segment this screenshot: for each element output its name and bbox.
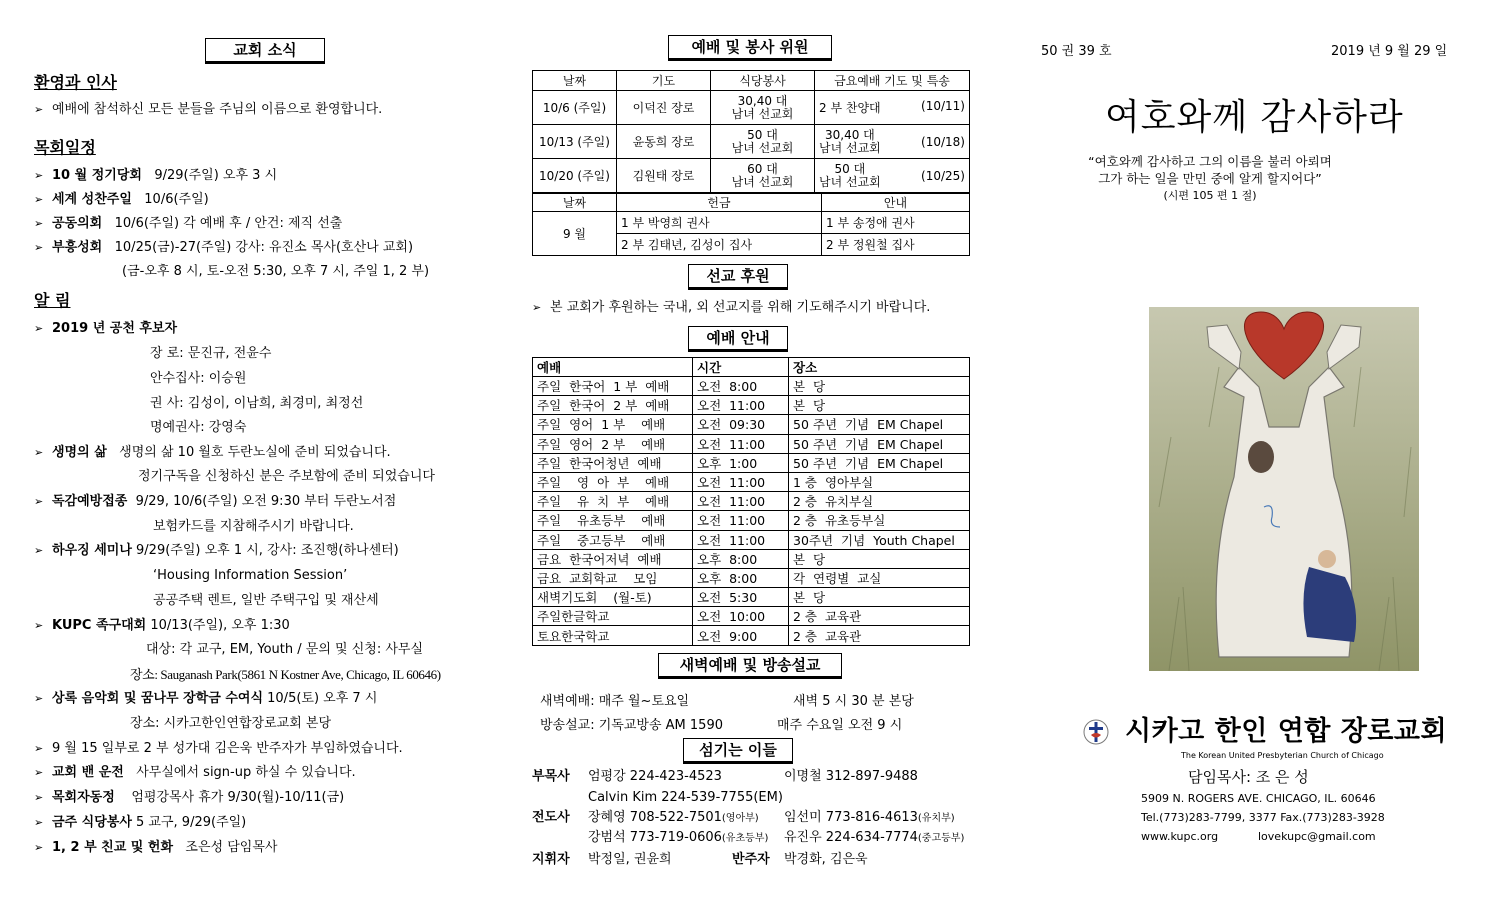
worship-name-cell: 토요한국학교 bbox=[533, 626, 693, 645]
mission-title: 선교 후원 bbox=[688, 264, 788, 290]
notices-heading: 알 림 bbox=[34, 291, 71, 310]
schedule-item: ➢ 부흥성회 10/25(금)-27(주일) 강사: 유진소 목사(호산나 교회) bbox=[34, 240, 414, 255]
worship-name-cell: 주일 한국어 2 부 예배 bbox=[533, 396, 693, 415]
fellowship-item: ➢ 1, 2 부 친교 및 헌화 조은성 담임목사 bbox=[34, 840, 278, 855]
soccer-sub: 장소: Sauganash Park(5861 N Kostner Ave, Chicago, IL 60646) bbox=[130, 667, 441, 682]
volume-number: 50 권 39 호 bbox=[1041, 44, 1112, 59]
arrow-icon: ➢ bbox=[532, 301, 542, 314]
time-cell: 오후 8:00 bbox=[693, 549, 789, 568]
broadcast-line: 방송설교: 기독교방송 AM 1590 bbox=[540, 718, 723, 733]
time-cell: 오전 11:00 bbox=[693, 434, 789, 453]
church-name: 시카고 한인 연합 장로교회 bbox=[1125, 716, 1448, 747]
time-cell: 오전 8:00 bbox=[693, 377, 789, 396]
schedule-heading: 목회일정 bbox=[34, 138, 96, 157]
worship-name-cell: 주일 유초등부 예배 bbox=[533, 511, 693, 530]
offering-table bbox=[532, 193, 970, 256]
meal-item: ➢ 금주 식당봉사 5 교구, 9/29(주일) bbox=[34, 815, 247, 830]
worship-name-cell: 주일 영어 2 부 예배 bbox=[533, 434, 693, 453]
housing-item: ➢ 하우징 세미나 9/29(주일) 오후 1 시, 강사: 조진행(하나센터) bbox=[34, 543, 399, 558]
place-cell: 2 층 유초등부실 bbox=[789, 511, 970, 530]
usher-cell: 2 부 정원철 집사 bbox=[822, 234, 970, 256]
arrow-icon: ➢ bbox=[34, 544, 44, 557]
arrow-icon: ➢ bbox=[34, 103, 44, 116]
header-cell: 시간 bbox=[693, 358, 789, 377]
table-row bbox=[533, 377, 970, 396]
church-news-column bbox=[34, 0, 504, 912]
headline: 여호와께 감사하라 bbox=[1105, 97, 1404, 138]
usher-cell: 1 부 송정애 권사 bbox=[822, 212, 970, 234]
housing-sub: 공공주택 렌트, 일반 주택구입 및 재산세 bbox=[153, 593, 379, 608]
arrow-icon: ➢ bbox=[34, 495, 44, 508]
life-sub: 정기구독을 신청하신 분은 주보함에 준비 되었습니다 bbox=[138, 469, 435, 484]
housing-sub: ‘Housing Information Session’ bbox=[153, 568, 348, 583]
friday-cell: 2 부 찬양대 (10/11) bbox=[815, 91, 970, 125]
time-cell: 오전 11:00 bbox=[693, 530, 789, 549]
choir-item: ➢ 9 월 15 일부로 2 부 성가대 김은욱 반주자가 부임하였습니다. bbox=[34, 741, 403, 756]
table-row bbox=[533, 472, 970, 491]
place-cell: 2 층 유치부실 bbox=[789, 492, 970, 511]
arrow-icon: ➢ bbox=[34, 217, 44, 230]
meal-cell: 60 대 남녀 선교회 bbox=[711, 159, 815, 193]
header-cell: 예배 bbox=[533, 358, 693, 377]
table-row bbox=[533, 159, 970, 193]
conductor-names: 박정일, 권윤희 bbox=[588, 852, 672, 867]
arrow-icon: ➢ bbox=[34, 169, 44, 182]
table-row bbox=[533, 91, 970, 125]
arrow-icon: ➢ bbox=[34, 619, 44, 632]
arrow-icon: ➢ bbox=[34, 241, 44, 254]
header-cell: 장소 bbox=[789, 358, 970, 377]
header-cell: 식당봉사 bbox=[711, 71, 815, 91]
table-row bbox=[533, 607, 970, 626]
arrow-icon: ➢ bbox=[34, 766, 44, 779]
worship-name-cell: 주일 영어 1 부 예배 bbox=[533, 415, 693, 434]
time-cell: 오전 11:00 bbox=[693, 472, 789, 491]
table-row bbox=[533, 396, 970, 415]
time-cell: 오전 11:00 bbox=[693, 396, 789, 415]
place-cell: 50 주년 기념 EM Chapel bbox=[789, 434, 970, 453]
church-logo-icon bbox=[1083, 717, 1109, 747]
table-row bbox=[533, 453, 970, 472]
candidates-item: ➢ 2019 년 공천 후보자 bbox=[34, 321, 178, 336]
worship-name-cell: 주일 유 치 부 예배 bbox=[533, 492, 693, 511]
worship-table bbox=[532, 357, 970, 646]
cover-illustration bbox=[1149, 307, 1419, 671]
candidate-line: 장 로: 문진규, 전윤수 bbox=[150, 346, 272, 361]
assoc-pastor-label: 부목사 bbox=[532, 769, 570, 784]
friday-cell: 50 대 남녀 선교회 (10/25) bbox=[815, 159, 970, 193]
accompanist-names: 박경화, 김은욱 bbox=[784, 852, 868, 867]
time-cell: 오전 11:00 bbox=[693, 492, 789, 511]
date-cell: 10/20 (주일) bbox=[533, 159, 617, 193]
header-cell: 날짜 bbox=[533, 71, 617, 91]
header-cell: 금요예배 기도 및 특송 bbox=[815, 71, 970, 91]
time-cell: 오후 8:00 bbox=[693, 568, 789, 587]
month-cell: 9 월 bbox=[533, 212, 617, 256]
verse-line: 그가 하는 일을 만민 중에 알게 할지어다” bbox=[1098, 171, 1322, 186]
staff-contact: Calvin Kim 224-539-7755(EM) bbox=[588, 790, 783, 805]
verse-line: “여호와께 감사하고 그의 이름을 불러 아뢰며 bbox=[1088, 154, 1332, 169]
bulletin-date: 2019 년 9 월 29 일 bbox=[1331, 44, 1448, 59]
table-row bbox=[533, 434, 970, 453]
cover-column bbox=[1005, 0, 1495, 912]
worship-name-cell: 금요 한국어저녁 예배 bbox=[533, 549, 693, 568]
arrow-icon: ➢ bbox=[34, 692, 44, 705]
service-column bbox=[532, 0, 972, 912]
time-cell: 오전 5:30 bbox=[693, 588, 789, 607]
prayer-cell: 윤동희 장로 bbox=[617, 125, 711, 159]
concert-sub: 장소: 시카고한인연합장로교회 본당 bbox=[130, 716, 332, 731]
conductor-label: 지휘자 bbox=[532, 852, 570, 867]
header-cell: 헌금 bbox=[617, 194, 822, 212]
time-cell: 오전 10:00 bbox=[693, 607, 789, 626]
church-name-english: The Korean United Presbyterian Church of Chicago bbox=[1181, 751, 1384, 760]
verse-reference: (시편 105 편 1 절) bbox=[1163, 189, 1257, 202]
staff-contact: 임선미 773-816-4613(유치부) bbox=[784, 810, 955, 825]
table-row bbox=[533, 492, 970, 511]
dawn-title: 새벽예배 및 방송설교 bbox=[658, 653, 842, 679]
friday-cell: 30,40 대 남녀 선교회 (10/18) bbox=[815, 125, 970, 159]
church-news-title: 교회 소식 bbox=[205, 38, 325, 64]
welcome-heading: 환영과 인사 bbox=[34, 73, 117, 92]
arrow-icon: ➢ bbox=[34, 742, 44, 755]
header-cell: 날짜 bbox=[533, 194, 617, 212]
time-cell: 오전 11:00 bbox=[693, 511, 789, 530]
soccer-sub: 대상: 각 교구, EM, Youth / 문의 및 신청: 사무실 bbox=[146, 642, 424, 657]
staff-title: 섬기는 이들 bbox=[683, 738, 793, 764]
staff-contact: 강범석 773-719-0606(유초등부) bbox=[588, 830, 769, 845]
flu-sub: 보험카드를 지참해주시기 바랍니다. bbox=[153, 519, 354, 534]
place-cell: 50 주년 기념 EM Chapel bbox=[789, 453, 970, 472]
evangelist-label: 전도사 bbox=[532, 810, 570, 825]
arrow-icon: ➢ bbox=[34, 841, 44, 854]
service-table bbox=[532, 70, 970, 193]
place-cell: 2 층 교육관 bbox=[789, 607, 970, 626]
table-row bbox=[533, 588, 970, 607]
candidate-line: 안수집사: 이승원 bbox=[150, 371, 247, 386]
worship-name-cell: 금요 교회학교 모임 bbox=[533, 568, 693, 587]
staff-contact: 장혜영 708-522-7501(영아부) bbox=[588, 810, 759, 825]
place-cell: 30주년 기념 Youth Chapel bbox=[789, 530, 970, 549]
table-row bbox=[533, 212, 970, 234]
flu-item: ➢ 독감예방접종 9/29, 10/6(주일) 오전 9:30 부터 두란노서점 bbox=[34, 494, 397, 509]
church-website[interactable]: www.kupc.org bbox=[1141, 830, 1219, 843]
staff-contact: 엄평강 224-423-4523 bbox=[588, 769, 722, 784]
church-address: 5909 N. ROGERS AVE. CHICAGO, IL. 60646 bbox=[1141, 792, 1376, 805]
offering-cell: 2 부 김태년, 김성이 집사 bbox=[617, 234, 822, 256]
candidate-line: 명예권사: 강영숙 bbox=[150, 420, 247, 435]
worship-name-cell: 주일한글학교 bbox=[533, 607, 693, 626]
pastor-item: ➢ 목회자동정 엄평강목사 휴가 9/30(월)-10/11(금) bbox=[34, 790, 345, 805]
arrow-icon: ➢ bbox=[34, 193, 44, 206]
worship-name-cell: 주일 한국어 1 부 예배 bbox=[533, 377, 693, 396]
welcome-text: ➢ 예배에 참석하신 모든 분들을 주님의 이름으로 환영합니다. bbox=[34, 102, 383, 117]
life-item: ➢ 생명의 삶 생명의 삶 10 월호 두란노실에 준비 되었습니다. bbox=[34, 445, 391, 460]
time-cell: 오후 1:00 bbox=[693, 453, 789, 472]
concert-item: ➢ 상록 음악회 및 꿈나무 장학금 수여식 10/5(토) 오후 7 시 bbox=[34, 691, 378, 706]
place-cell: 본 당 bbox=[789, 377, 970, 396]
soccer-item: ➢ KUPC 족구대회 10/13(주일), 오후 1:30 bbox=[34, 618, 290, 633]
time-cell: 오전 9:00 bbox=[693, 626, 789, 645]
meal-cell: 30,40 대 남녀 선교회 bbox=[711, 91, 815, 125]
mission-text: ➢ 본 교회가 후원하는 국내, 외 선교지를 위해 기도해주시기 바랍니다. bbox=[532, 300, 931, 315]
dawn-line: 새벽 5 시 30 분 본당 bbox=[793, 694, 914, 709]
table-row bbox=[533, 626, 970, 645]
table-row bbox=[533, 415, 970, 434]
broadcast-line: 매주 수요일 오전 9 시 bbox=[777, 718, 903, 733]
place-cell: 각 연령별 교실 bbox=[789, 568, 970, 587]
table-row bbox=[533, 530, 970, 549]
date-cell: 10/13 (주일) bbox=[533, 125, 617, 159]
accompanist-label: 반주자 bbox=[732, 852, 770, 867]
place-cell: 본 당 bbox=[789, 549, 970, 568]
table-row bbox=[533, 568, 970, 587]
candidate-line: 권 사: 김성이, 이남희, 최경미, 최정선 bbox=[150, 396, 364, 411]
prayer-cell: 김원태 장로 bbox=[617, 159, 711, 193]
offering-cell: 1 부 박영희 권사 bbox=[617, 212, 822, 234]
table-row bbox=[533, 511, 970, 530]
schedule-item: ➢ 10 월 정기당회 9/29(주일) 오후 3 시 bbox=[34, 168, 278, 183]
kneeling-head bbox=[1318, 550, 1336, 568]
church-email[interactable]: lovekupc@gmail.com bbox=[1258, 830, 1376, 843]
schedule-item: ➢ 공동의회 10/6(주일) 각 예배 후 / 안건: 제직 선출 bbox=[34, 216, 343, 231]
church-phone: Tel.(773)283-7799, 3377 Fax.(773)283-3928 bbox=[1141, 811, 1385, 824]
place-cell: 2 층 교육관 bbox=[789, 626, 970, 645]
worship-name-cell: 새벽기도회 (월-토) bbox=[533, 588, 693, 607]
worship-title: 예배 안내 bbox=[688, 326, 788, 352]
prayer-cell: 이덕진 장로 bbox=[617, 91, 711, 125]
staff-contact: 유진우 224-634-7774(중고등부) bbox=[784, 830, 965, 845]
arrow-icon: ➢ bbox=[34, 446, 44, 459]
dawn-line: 새벽예배: 매주 월~토요일 bbox=[540, 694, 690, 709]
place-cell: 본 당 bbox=[789, 588, 970, 607]
senior-pastor: 담임목사: 조 은 성 bbox=[1188, 768, 1309, 786]
face bbox=[1248, 441, 1274, 473]
header-cell: 기도 bbox=[617, 71, 711, 91]
van-item: ➢ 교회 밴 운전 사무실에서 sign-up 하실 수 있습니다. bbox=[34, 765, 356, 780]
table-row bbox=[533, 549, 970, 568]
arrow-icon: ➢ bbox=[34, 816, 44, 829]
staff-contact: 이명철 312-897-9488 bbox=[784, 769, 918, 784]
header-cell: 안내 bbox=[822, 194, 970, 212]
revival-times: (금-오후 8 시, 토-오전 5:30, 오후 7 시, 주일 1, 2 부) bbox=[122, 264, 430, 279]
worship-name-cell: 주일 중고등부 예배 bbox=[533, 530, 693, 549]
date-cell: 10/6 (주일) bbox=[533, 91, 617, 125]
place-cell: 본 당 bbox=[789, 396, 970, 415]
meal-cell: 50 대 남녀 선교회 bbox=[711, 125, 815, 159]
worship-name-cell: 주일 영 아 부 예배 bbox=[533, 472, 693, 491]
arrow-icon: ➢ bbox=[34, 791, 44, 804]
place-cell: 50 주년 기념 EM Chapel bbox=[789, 415, 970, 434]
table-row bbox=[533, 125, 970, 159]
time-cell: 오전 09:30 bbox=[693, 415, 789, 434]
schedule-item: ➢ 세계 성찬주일 10/6(주일) bbox=[34, 192, 209, 207]
service-committee-title: 예배 및 봉사 위원 bbox=[668, 35, 832, 61]
worship-name-cell: 주일 한국어청년 예배 bbox=[533, 453, 693, 472]
place-cell: 1 층 영아부실 bbox=[789, 472, 970, 491]
arrow-icon: ➢ bbox=[34, 322, 44, 335]
